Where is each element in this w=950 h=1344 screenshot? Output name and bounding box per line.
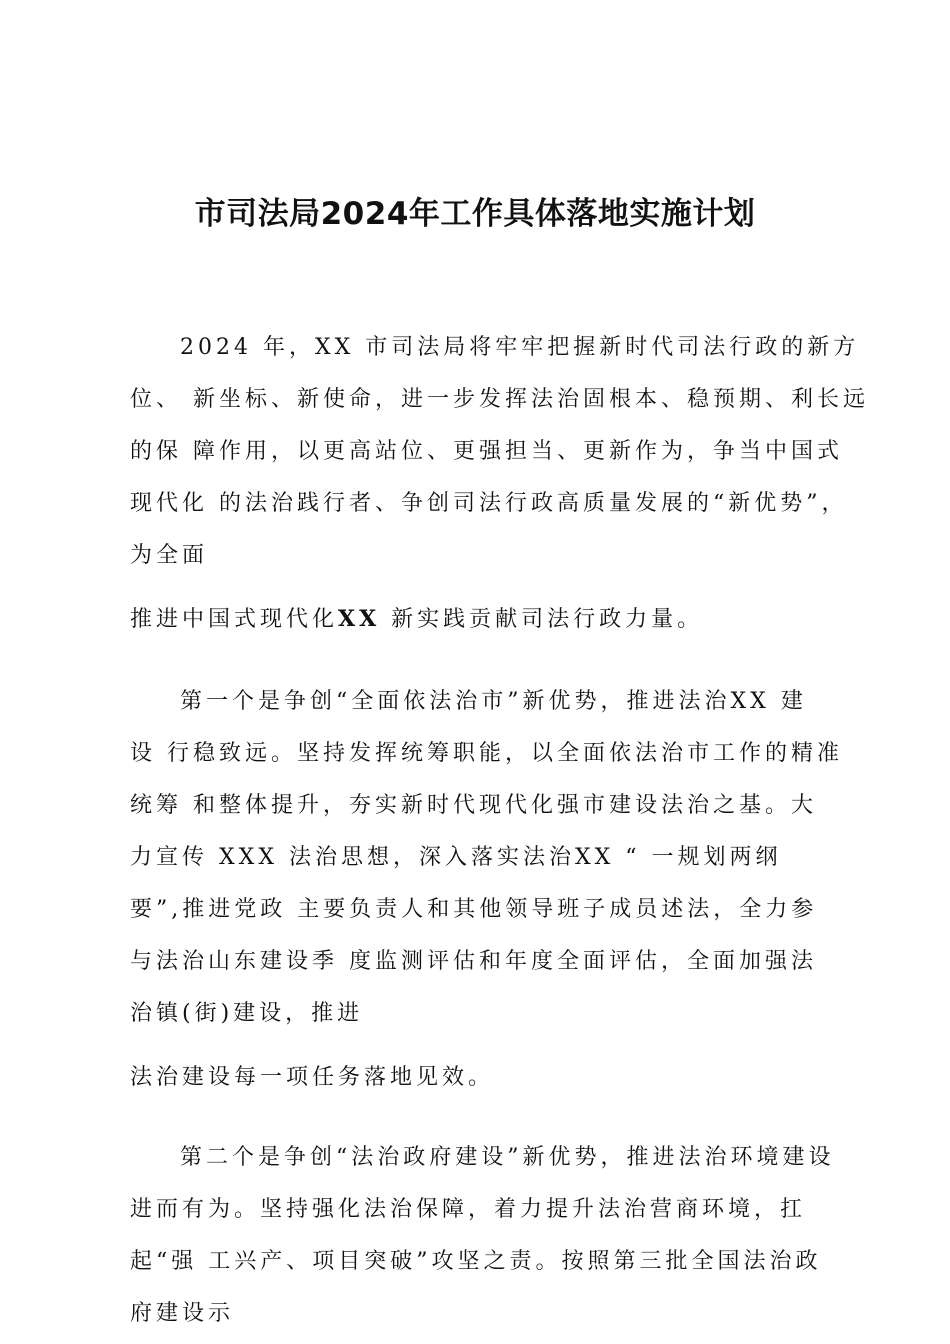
paragraph-line: 2024 年，XX 市司法局将牢牢把握新时代司法行政的新方: [180, 335, 860, 360]
paragraph-line: 起“强 工兴产、项目突破”攻坚之责。按照第三批全国法治政: [130, 1249, 822, 1274]
text-run: 推进中国式现代化: [130, 607, 339, 632]
paragraph-line: 位、 新坐标、新使命，进一步发挥法治固根本、稳预期、利长远: [130, 387, 869, 412]
paragraph-line: 统筹 和整体提升，夯实新时代现代化强市建设法治之基。大: [130, 793, 817, 818]
paragraph-line: 的保 障作用，以更高站位、更强担当、更新作为，争当中国式: [130, 439, 843, 464]
paragraph-line: 法治建设每一项任务落地见效。: [130, 1065, 495, 1090]
paragraph-line: 与法治山东建设季 度监测评估和年度全面评估，全面加强法: [130, 949, 817, 974]
text-run: 新实践贡献司法行政力量。: [380, 607, 704, 632]
paragraph-line: 要”,推进党政 主要负责人和其他领导班子成员述法，全力参: [130, 897, 818, 922]
paragraph-line: 第二个是争创“法治政府建设”新优势，推进法治环境建设: [180, 1145, 835, 1170]
paragraph-line: 力宣传 XXX 法治思想，深入落实法治XX “ 一规划两纲: [130, 845, 782, 870]
paragraph-line: 府建设示: [130, 1301, 235, 1326]
document-title: 市司法局2024年工作具体落地实施计划: [194, 196, 756, 232]
paragraph-line: 现代化 的法治践行者、争创司法行政高质量发展的“新优势”，: [130, 491, 848, 516]
paragraph-line: 进而有为。坚持强化法治保障，着力提升法治营商环境，扛: [130, 1197, 807, 1222]
paragraph-line: 设 行稳致远。坚持发挥统筹职能，以全面依法治市工作的精准: [130, 741, 843, 766]
paragraph-line: [130, 602, 703, 633]
paragraph-line: 为全面: [130, 543, 209, 568]
paragraph-line: 第一个是争创“全面依法治市”新优势，推进法治XX 建: [180, 689, 807, 714]
paragraph-line: 治镇(街)建设，推进: [130, 1001, 364, 1026]
bold-text-run: XX: [338, 606, 381, 632]
